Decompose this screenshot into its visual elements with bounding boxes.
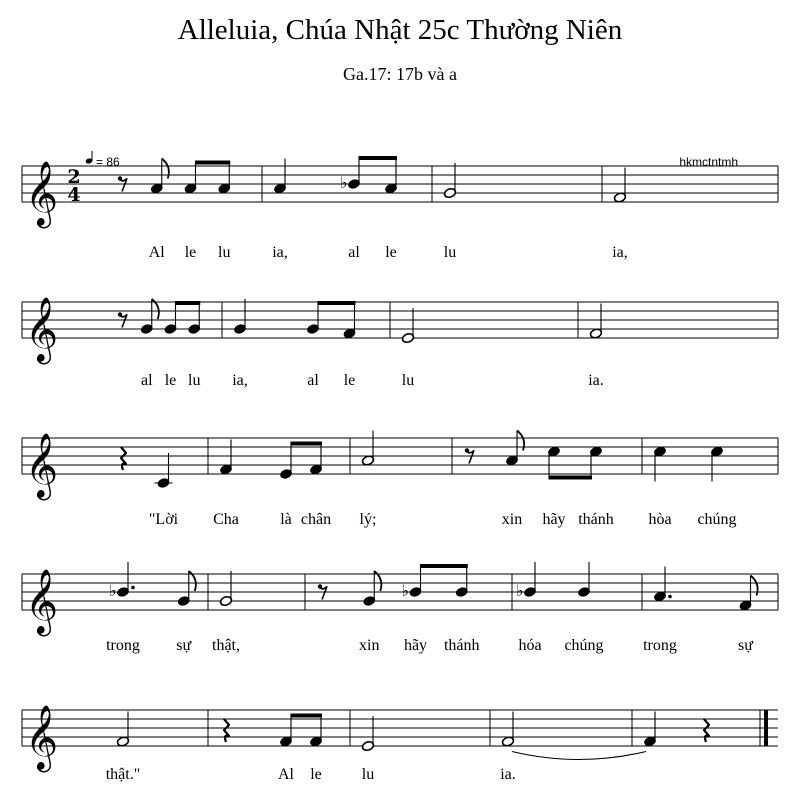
quarter-rest-icon (224, 719, 229, 742)
staff-system (22, 705, 778, 783)
lyric-syllable: le (343, 372, 356, 389)
lyric-syllable: sự (176, 637, 192, 654)
beam (196, 161, 231, 165)
eighth-rest-dot (465, 448, 469, 452)
time-signature-bottom: 4 (67, 184, 81, 206)
eighth-rest-icon (320, 587, 327, 600)
treble-clef-icon: 𝄞 (25, 705, 59, 770)
beam (549, 476, 592, 480)
lyric-syllable: lu (443, 244, 457, 261)
lyric-syllable: lý; (359, 511, 377, 528)
lyric-syllable: thánh (578, 511, 614, 528)
lyric-syllable: chân (300, 511, 332, 528)
quarter-rest-icon (704, 719, 709, 742)
tie-curve (512, 752, 646, 760)
augmentation-dot (668, 595, 672, 599)
augmentation-dot (131, 586, 135, 590)
lyric-syllable: hóa (518, 637, 542, 654)
lyric-syllable: hãy (542, 511, 566, 528)
lyric-syllable: hãy (403, 637, 428, 654)
lyric-syllable: xin (359, 637, 380, 654)
lyric-syllable: lu (218, 244, 231, 261)
beam (291, 714, 322, 718)
lyric-syllable: Al (148, 244, 165, 261)
lyric-syllable: chúng (564, 637, 604, 654)
treble-clef-icon: 𝄞 (25, 297, 59, 362)
beam (176, 301, 201, 305)
lyric-syllable: sự (738, 637, 753, 654)
lyric-syllable: là (280, 511, 292, 528)
lyric-syllable: lu (361, 766, 375, 783)
staff-system (22, 562, 778, 654)
lyric-syllable: thật, (212, 637, 240, 654)
eighth-rest-dot (318, 584, 322, 588)
beam (291, 442, 322, 446)
lyric-syllable: "Lời (148, 511, 179, 528)
lyric-syllable: le (310, 766, 322, 783)
treble-clef-icon: 𝄞 (25, 433, 59, 498)
lyric-syllable: ia, (232, 372, 248, 389)
staff-system (22, 297, 778, 389)
flat-accidental-icon: ♭ (340, 173, 348, 192)
lyric-syllable: al (348, 244, 360, 261)
tempo-marking: = 86 (96, 155, 120, 169)
staff-system (22, 151, 778, 261)
quarter-rest-icon (121, 447, 126, 470)
eighth-rest-icon (120, 315, 127, 328)
lyric-syllable: le (164, 372, 177, 389)
flat-accidental-icon: ♭ (516, 581, 524, 600)
lyric-syllable: le (385, 244, 397, 261)
staff-system (22, 431, 778, 529)
lyric-syllable: trong (643, 637, 677, 654)
lyric-syllable: ia, (272, 244, 288, 261)
treble-clef-icon: 𝄞 (25, 569, 59, 634)
time-signature-top: 2 (67, 166, 81, 188)
beam (421, 564, 468, 568)
lyric-syllable: Cha (213, 511, 239, 528)
flat-accidental-icon: ♭ (401, 581, 410, 600)
lyric-syllable: thánh (443, 637, 480, 654)
lyric-syllable: ia. (588, 372, 604, 389)
lyric-syllable: al (140, 372, 153, 389)
beam (318, 301, 356, 305)
eighth-rest-dot (118, 176, 122, 180)
eighth-rest-icon (467, 451, 474, 464)
beam (359, 156, 397, 160)
eighth-rest-dot (118, 312, 122, 316)
final-barline-thick (764, 710, 768, 746)
treble-clef-icon: 𝄞 (25, 161, 59, 226)
lyric-syllable: lu (401, 372, 415, 389)
score-title: Alleluia, Chúa Nhật 25c Thường Niên (177, 14, 623, 46)
arranger-credit: hkmctntmh (679, 155, 738, 169)
lyric-syllable: le (184, 244, 197, 261)
lyric-syllable: chúng (697, 511, 737, 528)
eighth-rest-icon (120, 179, 127, 192)
lyric-syllable: trong (106, 637, 140, 654)
lyric-syllable: thật." (105, 766, 141, 783)
lyric-syllable: ia. (500, 766, 516, 783)
lyric-syllable: Al (278, 766, 294, 783)
lyric-syllable: xin (501, 511, 523, 528)
lyric-syllable: al (307, 372, 319, 389)
score-subtitle: Ga.17: 17b và a (343, 64, 457, 84)
lyric-syllable: lu (188, 372, 201, 389)
lyric-syllable: ia, (612, 244, 628, 261)
lyric-syllable: hòa (648, 511, 672, 528)
flat-accidental-icon: ♭ (109, 581, 117, 600)
